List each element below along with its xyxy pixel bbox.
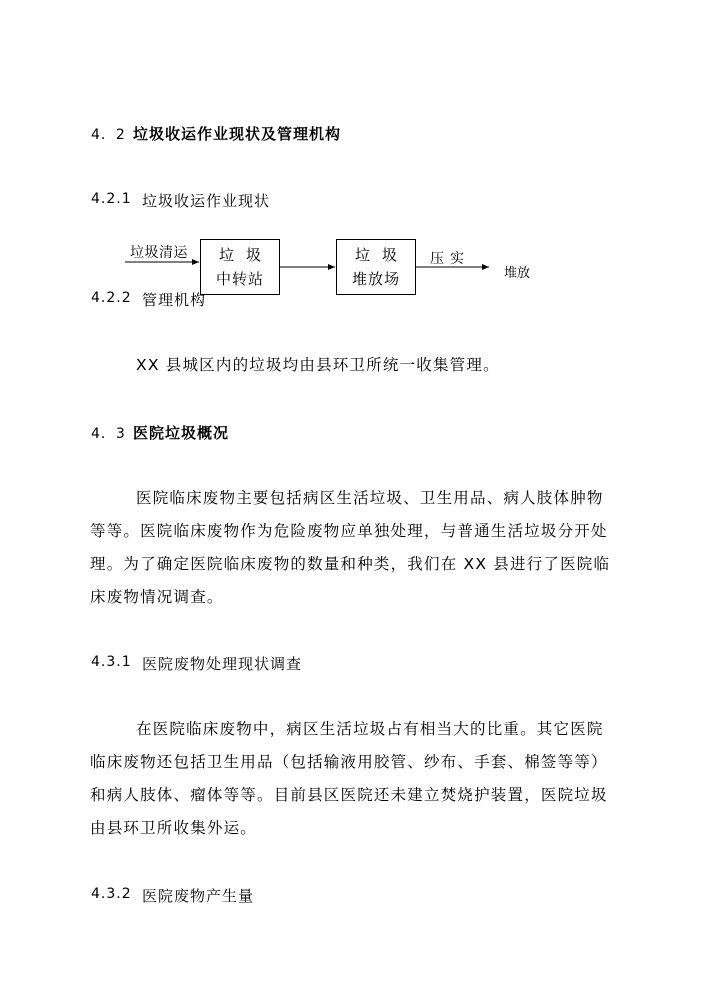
paragraph-line: 床废物情况调查。 [90,588,224,606]
flow-start-label: 垃圾清运 [130,245,188,261]
flow-box-dump-site [336,239,416,295]
paragraph-line: XX 县城区内的垃圾均由县环卫所统一收集管理。 [136,356,500,374]
paragraph-line: 由县环卫所收集外运。 [90,819,258,837]
section-4-2-1-number: 4.2.1 [91,191,132,207]
section-4-3-title: 医院垃圾概况 [133,424,230,442]
paragraph-overview [90,482,615,614]
flow-box-2-line1: 垃圾 [354,246,409,264]
paragraph-line: 医院临床废物主要包括病区生活垃圾、卫生用品、病人肢体肿物 [136,489,604,507]
flow-box-2-line2: 堆放场 [351,270,400,288]
section-4-2-2-number: 4.2.2 [91,290,132,306]
section-4-2-1-title: 垃圾收运作业现状 [142,192,271,210]
paragraph-line: 和病人肢体、瘤体等等。目前县区医院还未建立焚烧护装置，医院垃圾 [90,786,608,804]
flow-box-transfer-station [200,239,280,295]
paragraph-line: 在医院临床废物中，病区生活垃圾占有相当大的比重。其它医院 [136,720,604,738]
section-4-3-1-number: 4.3.1 [91,654,132,670]
section-4-3-2-number: 4.3.2 [91,886,132,902]
flow-box-1-line1: 垃圾 [218,246,273,264]
section-4-2-2-title: 管理机构 [142,291,207,309]
section-4-3-number: 4．3 [91,426,126,442]
paragraph-survey [90,713,615,845]
section-4-3-1-title: 医院废物处理现状调查 [142,655,303,673]
flow-mid-label: 压实 [430,251,470,267]
section-4-3-2-title: 医院废物产生量 [142,887,255,905]
flow-end-label: 堆放 [504,266,531,281]
paragraph-line: 理。为了确定医院临床废物的数量和种类，我们在 XX 县进行了医院临 [90,555,611,573]
paragraph-line: 临床废物还包括卫生用品（包括输液用胶管、纱布、手套、棉签等等） [90,753,608,771]
flow-box-1-line2: 中转站 [215,270,264,288]
paragraph-management [90,349,615,382]
section-4-2-title: 垃圾收运作业现状及管理机构 [133,125,342,143]
section-4-2-number: 4．2 [91,127,126,143]
paragraph-line: 等等。医院临床废物作为危险废物应单独处理，与普通生活垃圾分开处 [90,522,608,540]
